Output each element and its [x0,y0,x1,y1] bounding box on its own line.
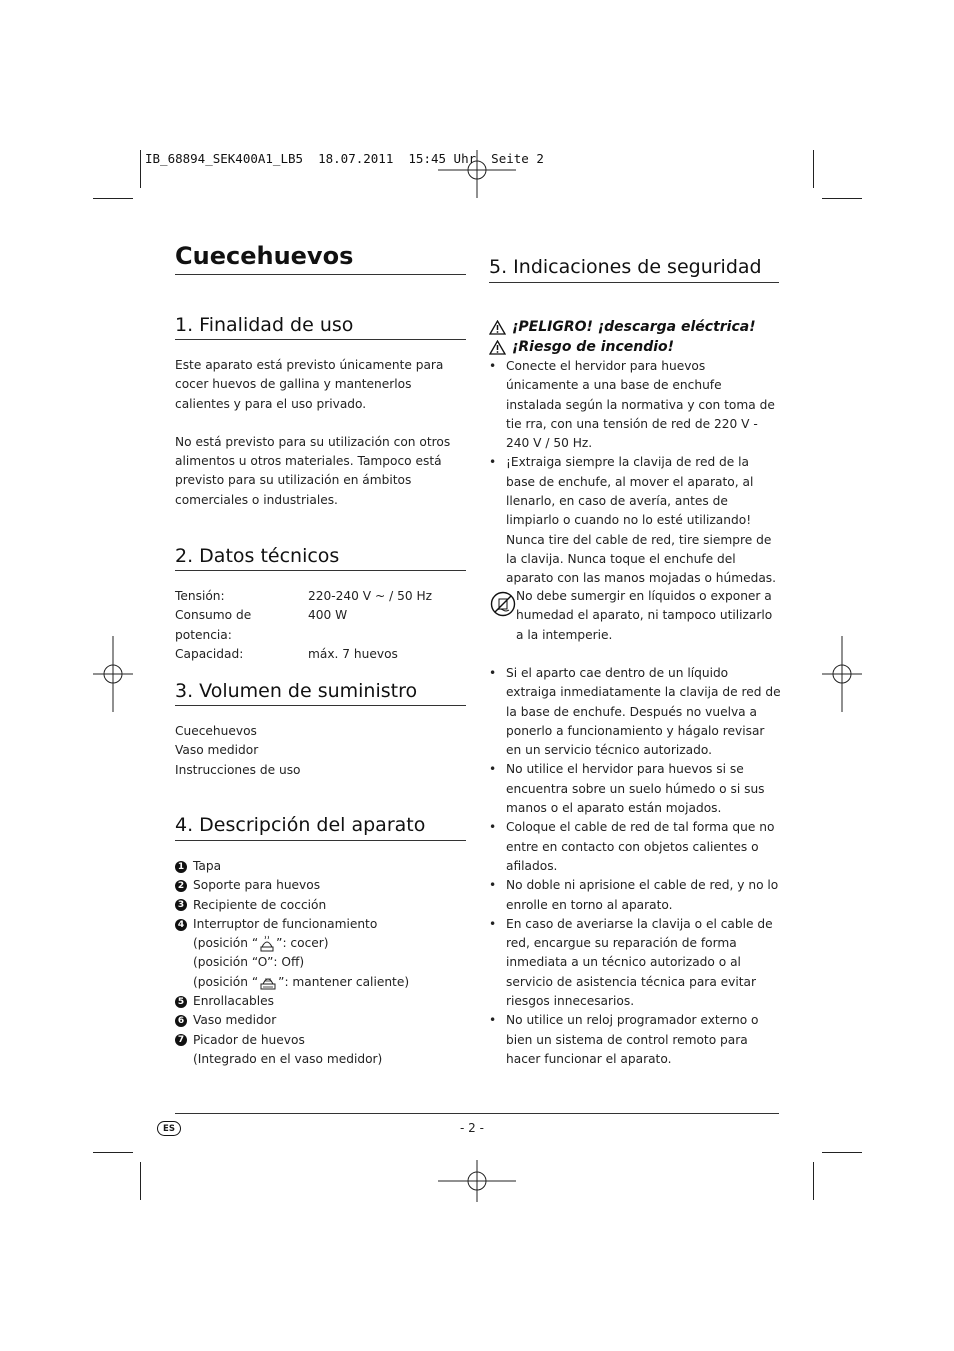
bullet-text: No utilice el hervidor para huevos si se encuentra sobre un suelo húmedo o si sus manos o el aparato están mojados. [506,762,765,816]
tech-value: máx. 7 huevos [308,646,398,661]
bullet-text: No utilice un reloj programador externo o bien un sistema de control remoto para hacer funcionar el aparato. [506,1013,759,1066]
list-item: Vaso medidor [175,743,259,758]
danger-warning [489,317,756,357]
tech-key: Consumo de potencia: [175,608,252,642]
page-number: - 2 - [460,1121,484,1135]
list-item: • No utilice el hervidor para huevos si se encuentra sobre un suelo húmedo o si sus manos o el aparato están mojados. [489,760,781,818]
list-item: • Coloque el cable de red de tal forma que no entre en contacto con objetos calientes o afilados. [489,818,781,876]
list-item [175,857,467,876]
tech-row [175,645,467,664]
position-text: (posición “ [193,974,259,989]
section-rule [489,282,779,283]
switch-position [175,953,467,972]
title-rule [175,274,466,275]
part-label: Vaso medidor [193,1013,277,1028]
print-slug: IB_68894_SEK400A1_LB5 18.07.2011 15:45 Uhr Seite 2 [145,151,544,166]
section-heading-safety: 5. Indicaciones de seguridad [489,256,762,278]
crop-mark [822,1152,862,1153]
list-item: • Si el aparto cae dentro de un líquido extraiga inmediatamente la clavija de red de la base de enchufe. Después no vuelva a ponerlo a funcionamiento y hágalo revisar en un servicio técnico autorizado. [489,664,781,760]
list-item: • No doble ni aprisione el cable de red, y no lo enrolle en torno al aparato. [489,876,781,915]
tech-value: 220-240 V ~ / 50 Hz [308,589,433,603]
crop-mark [140,1162,141,1200]
section-rule [175,339,466,340]
number-badge: 4 [175,919,187,931]
crop-mark [822,198,862,199]
immersion-note: No debe sumergir en líquidos o exponer a humedad el aparato, ni tampoco utilizarlo a la intemperie. [516,589,773,642]
section-rule [175,570,466,571]
number-badge: 6 [175,1015,187,1027]
section-rule [175,840,466,841]
list-item [175,876,467,895]
section-rule [175,705,466,706]
safety-list-bottom [489,664,781,1069]
page-title: Cuecehuevos [175,242,354,270]
registration-mark-left [93,636,133,712]
list-item: Instrucciones de uso [175,762,301,777]
list-item [175,896,467,915]
warning-text: ¡Riesgo de incendio! [512,339,675,355]
list-item: • En caso de averiarse la clavija o el cable de red, encargue su reparación de forma inmediata a un técnico autorizado o al servicio de asistencia técnica para evitar riesgos innecesarios. [489,915,781,1011]
switch-position [175,973,467,992]
parts-list [175,857,467,1069]
section-heading-purpose: 1. Finalidad de uso [175,314,354,336]
warning-triangle-icon [489,340,506,355]
part-note [175,1050,467,1069]
tech-row [175,587,467,606]
number-badge: 1 [175,861,187,873]
part-label: Picador de huevos [193,1032,305,1047]
part-label: Recipiente de cocción [193,897,327,912]
warning-line [489,317,756,337]
tech-key: Capacidad: [175,646,244,661]
section-heading-supply: 3. Volumen de suministro [175,680,418,702]
egg-cooking-icon [259,935,275,953]
tech-table [175,587,467,664]
supply-list [175,722,467,780]
list-item: • Conecte el hervidor para huevos únicamente a una base de enchufe instalada según la normativa y con toma de tie rra, con una tensión de red de 220 V - 240 V / 50 Hz. [489,357,781,453]
bullet-text: Si el aparto cae dentro de un líquido extraiga inmediatamente la clavija de red de la base de enchufe. Después no vuelva a ponerlo a funcionamiento y hágalo revisar en un servicio técnico autorizado. [506,666,781,758]
bullet-text: Conecte el hervidor para huevos únicamente a una base de enchufe instalada según la normativa y con toma de tie rra, con una tensión de red de 220 V - 240 V / 50 Hz. [506,359,775,451]
paragraph: Este aparato está previsto únicamente para cocer huevos de gallina y mantenerlos calientes y para el uso privado. [175,358,444,411]
list-item [175,1031,467,1050]
footer-rule [175,1113,779,1114]
crop-mark [140,150,141,188]
position-text: ”: cocer) [276,936,329,951]
warning-text: ¡PELIGRO! ¡descarga eléctrica! [512,319,756,335]
section-heading-tech: 2. Datos técnicos [175,545,340,567]
part-label: Soporte para huevos [193,878,321,893]
part-label: Interruptor de funcionamiento [193,916,378,931]
crop-mark [813,150,814,188]
registration-mark-bottom [438,1160,516,1202]
tech-row [175,606,467,645]
crop-mark [813,1162,814,1200]
number-badge: 2 [175,880,187,892]
number-badge: 3 [175,899,187,911]
bullet-text: No doble ni aprisione el cable de red, y no lo enrolle en torno al aparato. [506,878,779,912]
note-text: (Integrado en el vaso medidor) [193,1051,383,1066]
bullet-text: En caso de averiarse la clavija o el cable de red, encargue su reparación de forma inmediata a un técnico autorizado o al servicio de asistencia técnica para evitar riesgos innecesarios. [506,916,773,1009]
purpose-text [175,356,467,510]
bullet-text: ¡Extraiga siempre la clavija de red de la base de enchufe, al mover el aparato, al llenarlo, en caso de avería, antes de limpiarlo o cuando no lo esté utilizando! Nunca tire del cable de red, tire siempre de la clavija. Nunca toque el enchufe del aparato con las manos mojadas o húmedas. [506,455,777,586]
number-badge: 7 [175,1034,187,1046]
paragraph: No está previsto para su utilización con otros alimentos u otros materiales. Tampoco está previsto para su utilización en ámbitos comerciales o industriales. [175,434,451,507]
tech-value: 400 W [308,608,348,623]
keep-warm-icon [259,973,277,991]
list-item [175,1011,467,1030]
part-label: Enrollacables [193,994,275,1009]
list-item: Cuecehuevos [175,724,257,738]
language-badge: ES [157,1121,181,1136]
safety-list-top [489,357,781,589]
warning-line [489,337,756,357]
position-text: (posición “O”: Off) [193,955,305,970]
registration-mark-right [822,636,862,712]
switch-position [175,934,467,953]
list-item [175,915,467,934]
list-item: • No utilice un reloj programador externo o bien un sistema de control remoto para hacer funcionar el aparato. [489,1011,781,1069]
section-heading-description: 4. Descripción del aparato [175,814,426,836]
number-badge: 5 [175,996,187,1008]
no-immersion-icon [490,591,516,617]
list-item [175,992,467,1011]
position-text: ”: mantener caliente) [278,974,410,989]
warning-triangle-icon [489,320,506,335]
tech-key: Tensión: [175,589,225,603]
list-item: • ¡Extraiga siempre la clavija de red de la base de enchufe, al mover el aparato, al llenarlo, en caso de avería, antes de limpiarlo o cuando no lo esté utilizando! Nunca tire del cable de red, tire siempre de la clavija. Nunca toque el enchufe del aparato con las manos mojadas o húmedas. [489,453,781,588]
bullet-text: Coloque el cable de red de tal forma que no entre en contacto con objetos calientes o afilados. [506,820,775,873]
crop-mark [93,198,133,199]
crop-mark [93,1152,133,1153]
part-label: Tapa [193,859,222,873]
position-text: (posición “ [193,936,259,951]
